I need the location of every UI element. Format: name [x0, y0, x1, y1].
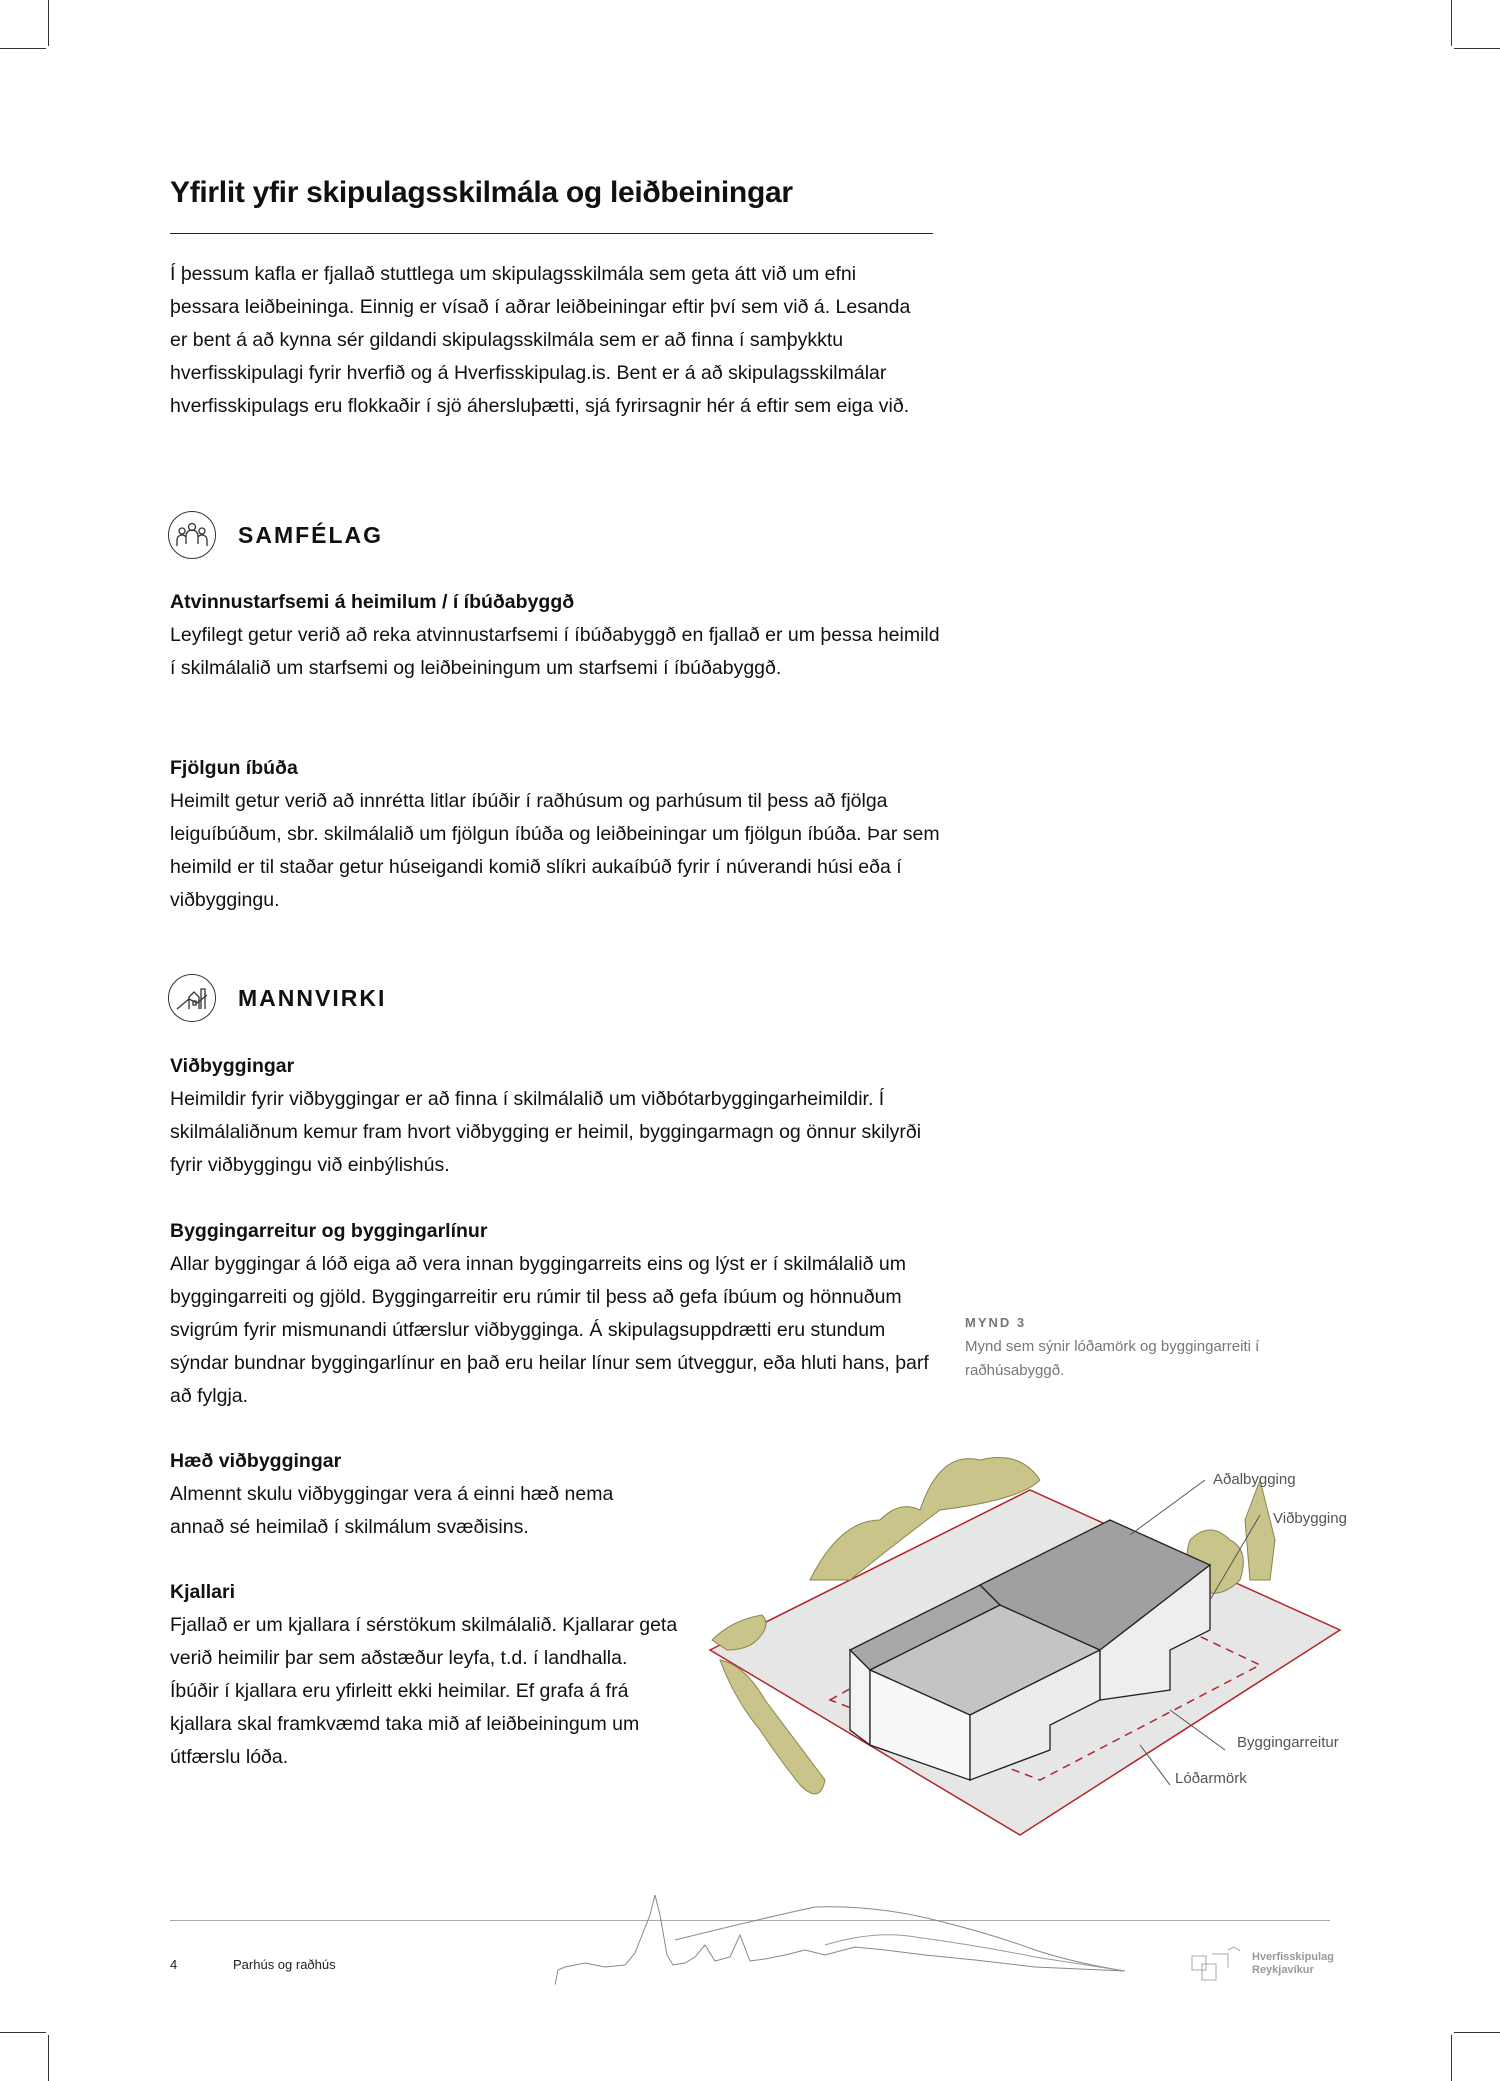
logo-line-2: Reykjavíkur: [1252, 1964, 1314, 1976]
footer-logo: [1190, 1946, 1334, 1982]
label-extension: Viðbygging: [1273, 1510, 1347, 1527]
leader-line: [1140, 1745, 1170, 1785]
subsection-title: Viðbyggingar: [170, 1055, 295, 1077]
crop-mark: [0, 2032, 46, 2033]
subsection: [170, 1445, 670, 1544]
label-building-area: Byggingarreitur: [1237, 1734, 1339, 1751]
title-divider: [170, 233, 933, 234]
crop-mark: [0, 48, 46, 49]
subsection-title: Kjallari: [170, 1581, 236, 1603]
section-mannvirki-header: [168, 974, 386, 1022]
subsection-title: Byggingarreitur og byggingarlínur: [170, 1220, 488, 1242]
crop-mark: [48, 0, 49, 46]
crop-mark: [1454, 48, 1500, 49]
section-heading: SAMFÉLAG: [238, 521, 384, 548]
people-icon: [168, 511, 216, 559]
section-heading: MANNVIRKI: [238, 984, 387, 1011]
crop-mark: [48, 2035, 49, 2081]
subsection: [170, 1576, 680, 1774]
page-number: 4: [170, 1957, 178, 1972]
figure-label: MYND 3: [965, 1315, 1027, 1330]
subsection: [170, 1215, 940, 1413]
subsection-text: Leyfilegt getur verið að reka atvinnustarfsemi í íbúðabyggð en fjallað er um þessa heimild í skilmálalið um starfsemi og leiðbeiningum um starfsemi í íbúðabyggð.: [170, 624, 940, 679]
document-title: Parhús og raðhús: [233, 1957, 336, 1972]
subsection-text: Almennt skulu viðbyggingar vera á einni hæð nema annað sé heimilað í skilmálum svæðisins.: [170, 1483, 614, 1538]
subsection-text: Heimilt getur verið að innrétta litlar íbúðir í raðhúsum og parhúsum til þess að fjölga leiguíbúðum, sbr. skilmálalið um fjölgun íbúða og leiðbeiningar um fjölgun íbúða. Þar sem heimild er til staðar getur húseigandi komið slíkri aukaíbúð fyrir í núverandi húsi eða í viðbyggingu.: [170, 790, 940, 911]
page-title: Yfirlit yfir skipulagsskilmála og leiðbeiningar: [170, 176, 793, 209]
crop-mark: [1451, 2035, 1452, 2081]
subsection-text: Heimildir fyrir viðbyggingar er að finna í skilmálalið um viðbótarbyggingarheimildir. Í skilmálaliðnum kemur fram hvort viðbygging er heimil, byggingarmagn og önnur skilyrði fyrir viðbyggingu við einbýlishús.: [170, 1088, 922, 1176]
buildings-icon: [168, 974, 216, 1022]
logo-line-1: Hverfisskipulag: [1252, 1951, 1334, 1963]
subsection-text: Allar byggingar á lóð eiga að vera innan byggingarreits eins og lýst er í skilmálalið um byggingarreiti og gjöld. Byggingarreitir eru rúmir til þess að gefa íbúum og hönnuðum svigrúm fyrir mismunandi útfærslur viðbygginga. Á skipulagsuppdrætti eru stundum sýndar bundnar byggingarlínur en það eru heilar línur sem útveggur, eða hluti hans, þarf að fylgja.: [170, 1253, 929, 1407]
subsection-title: Atvinnustarfsemi á heimilum / í íbúðabyggð: [170, 591, 575, 613]
label-main-building: Aðalbygging: [1213, 1471, 1296, 1488]
subsection-text: Fjallað er um kjallara í sérstökum skilmálalið. Kjallarar geta verið heimilir þar sem aðstæður leyfa, t.d. í landhalla. Íbúðir í kjallara eru yfirleitt ekki heimilar. Ef grafa á frá kjallara skal framkvæmd taka mið af leiðbeiningum um útfærslu lóða.: [170, 1614, 678, 1768]
logo-icon: [1190, 1946, 1248, 1982]
subsection-title: Fjölgun íbúða: [170, 757, 298, 779]
intro-paragraph: Í þessum kafla er fjallað stuttlega um skipulagsskilmála sem geta átt við um efni þessara leiðbeininga. Einnig er vísað í aðrar leiðbeiningar eftir því sem við á. Lesanda er bent á að kynna sér gildandi skipulagsskilmála sem er að finna í samþykktu hverfisskipulagi fyrir hverfið og á Hverfisskipulag.is. Bent er á að skipulagsskilmálar hverfisskipulags eru flokkaðir í sjö áhersluþætti, sjá fyrirsagnir hér á eftir sem eiga við.: [170, 263, 911, 417]
leader-line: [1130, 1480, 1205, 1535]
subsection: [170, 1050, 940, 1182]
crop-mark: [1454, 2032, 1500, 2033]
figure-caption-text: Mynd sem sýnir lóðamörk og byggingarreiti í raðhúsabyggð.: [965, 1338, 1260, 1379]
figure-caption: [965, 1311, 1325, 1383]
subsection: [170, 586, 940, 685]
rowhouse-illustration: [700, 1450, 1360, 1840]
section-samfelag-header: [168, 511, 383, 559]
skyline-drawing: [555, 1895, 1130, 1990]
subsection: [170, 752, 940, 917]
subsection-title: Hæð viðbyggingar: [170, 1450, 342, 1472]
crop-mark: [1451, 0, 1452, 46]
label-lot-line: Lóðarmörk: [1175, 1770, 1247, 1787]
